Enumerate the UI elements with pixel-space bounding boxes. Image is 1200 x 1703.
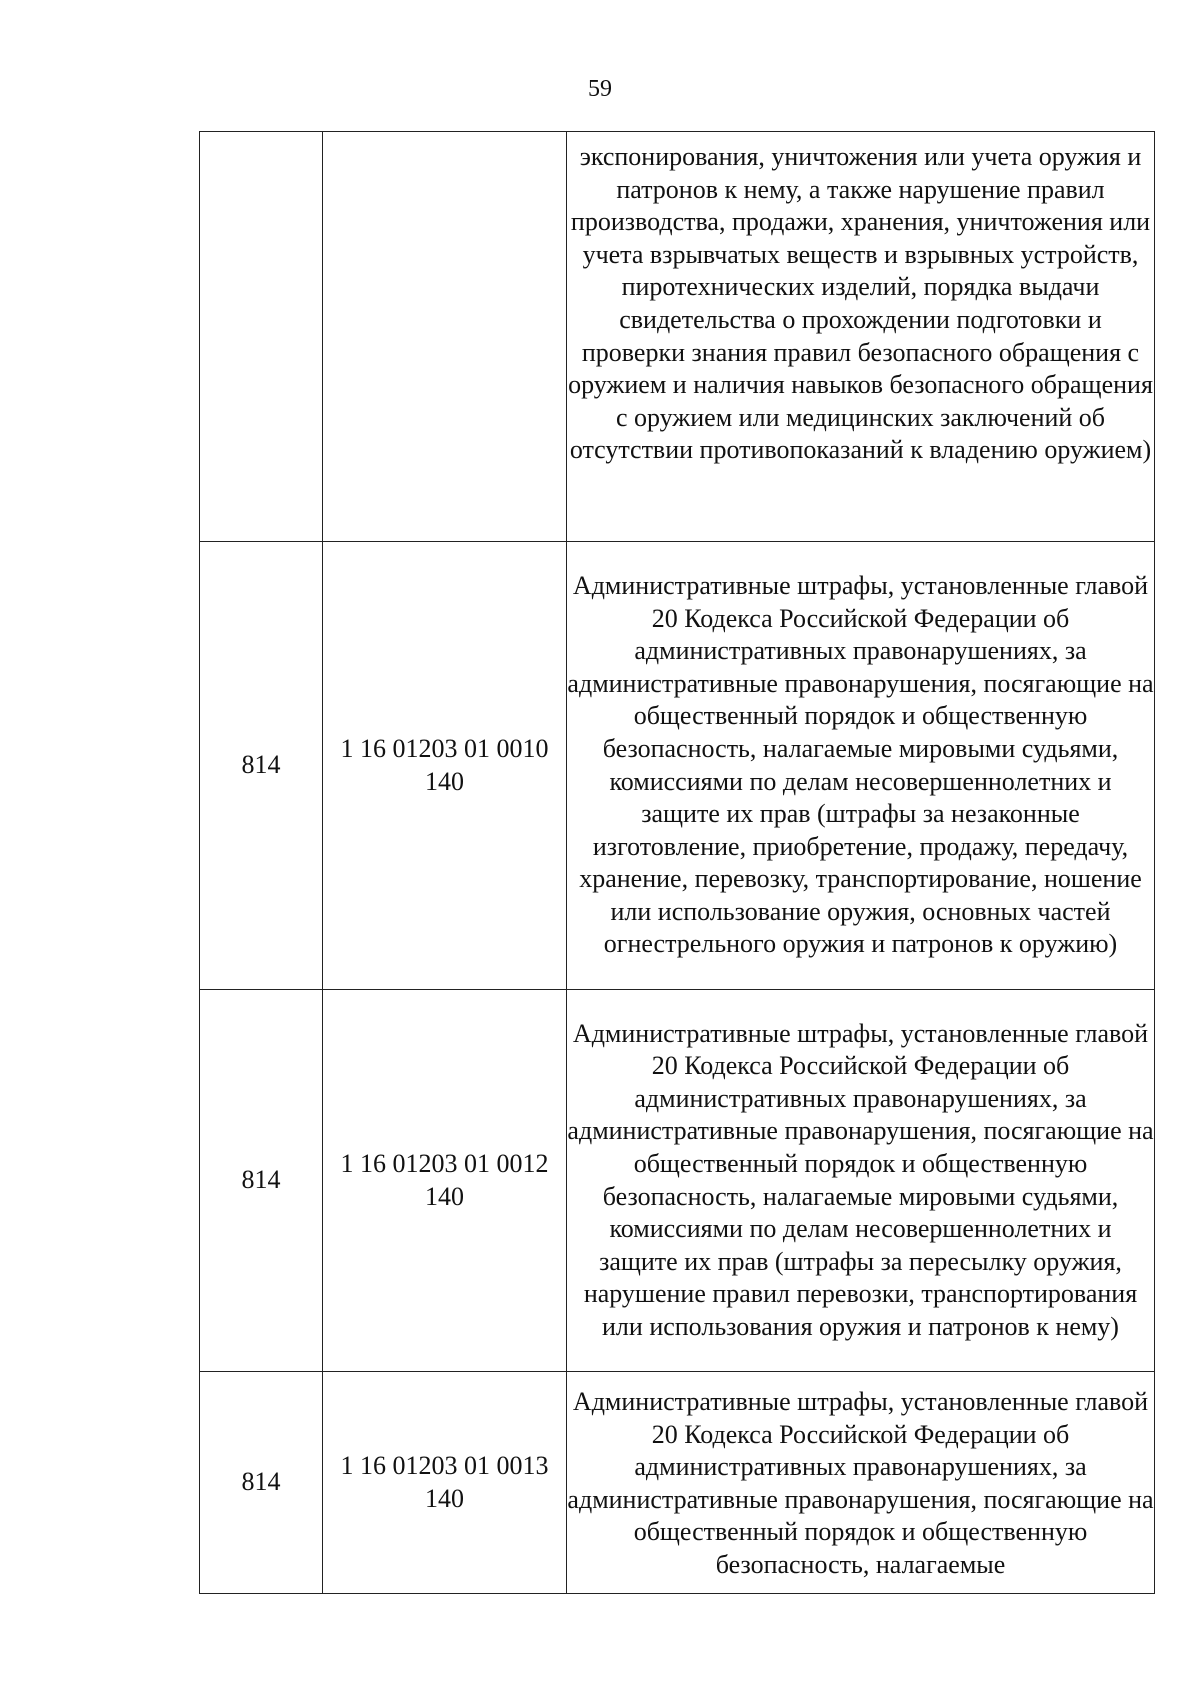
budget-classification-cell [323, 542, 567, 990]
budget-classification-cell [323, 132, 567, 542]
budget-classification-code: 1 16 01203 01 0010 [340, 733, 549, 763]
admin-code-cell: 814 [200, 1372, 323, 1594]
budget-classification-cell [323, 1372, 567, 1594]
table-row [200, 990, 1155, 1372]
budget-classification-suffix: 140 [425, 1181, 464, 1211]
budget-classification-suffix: 140 [425, 1483, 464, 1513]
table-row [200, 132, 1155, 542]
budget-classification-code: 1 16 01203 01 0012 [340, 1148, 549, 1178]
admin-code-cell [200, 132, 323, 542]
page-number: 59 [588, 76, 612, 102]
description-cell: экспонирования, уничтожения или учета оружия и патронов к нему, а также нарушение правил производства, продажи, хранения, уничтожения или учета взрывчатых веществ и взрывных устройств, пиротехнических изделий, порядка выдачи свидетельства о прохождении подготовки и проверки знания правил безопасного обращения с оружием и наличия навыков безопасного обращения с оружием или медицинских заключений об отсутствии противопоказаний к владению оружием) [567, 132, 1155, 542]
description-cell: Административные штрафы, установленные главой 20 Кодекса Российской Федерации об административных правонарушениях, за административные правонарушения, посягающие на общественный порядок и общественную безопасность, налагаемые мировыми судьями, комиссиями по делам несовершеннолетних и защите их прав (штрафы за пересылку оружия, нарушение правил перевозки, транспортирования или использования оружия и патронов к нему) [567, 990, 1155, 1372]
description-cell: Административные штрафы, установленные главой 20 Кодекса Российской Федерации об административных правонарушениях, за административные правонарушения, посягающие на общественный порядок и общественную безопасность, налагаемые [567, 1372, 1155, 1594]
table-row [200, 1372, 1155, 1594]
table-row [200, 542, 1155, 990]
admin-code-cell: 814 [200, 542, 323, 990]
admin-code-cell: 814 [200, 990, 323, 1372]
budget-classification-cell [323, 990, 567, 1372]
budget-classification-code: 1 16 01203 01 0013 [340, 1450, 549, 1480]
budget-classification-suffix: 140 [425, 766, 464, 796]
budget-code-table [199, 131, 1155, 1594]
description-cell: Административные штрафы, установленные главой 20 Кодекса Российской Федерации об административных правонарушениях, за административные правонарушения, посягающие на общественный порядок и общественную безопасность, налагаемые мировыми судьями, комиссиями по делам несовершеннолетних и защите их прав (штрафы за незаконные изготовление, приобретение, продажу, передачу, хранение, перевозку, транспортирование, ношение или использование оружия, основных частей огнестрельного оружия и патронов к оружию) [567, 542, 1155, 990]
